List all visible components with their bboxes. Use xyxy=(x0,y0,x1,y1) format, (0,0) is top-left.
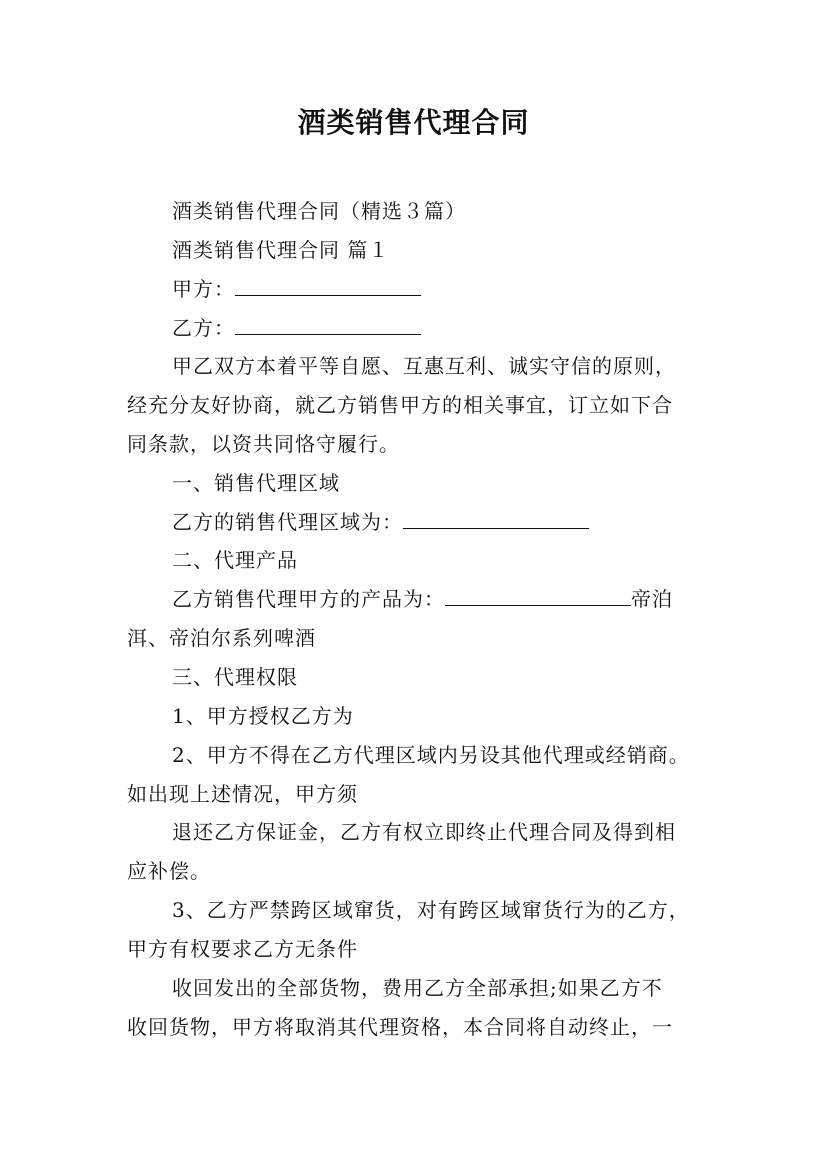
item-2-line-1: 2、甲方不得在乙方代理区域内另设其他代理或经销商。 xyxy=(172,743,690,767)
heading-products: 二、代理产品 xyxy=(172,548,298,572)
document-title: 酒类销售代理合同 xyxy=(297,106,530,139)
sales-area-blank xyxy=(403,510,589,529)
item-1: 1、甲方授权乙方为 xyxy=(172,704,354,728)
party-a-label: 甲方： xyxy=(172,277,235,301)
item-3-line-4: 收回货物，甲方将取消其代理资格，本合同将自动终止，一 xyxy=(127,1015,673,1039)
item-3-line-3: 收回发出的全部货物，费用乙方全部承担;如果乙方不 xyxy=(172,976,663,1000)
party-b-line xyxy=(172,315,421,341)
party-b-label: 乙方： xyxy=(172,316,235,340)
section-title: 酒类销售代理合同 篇１ xyxy=(172,238,390,262)
party-a-blank xyxy=(235,277,421,296)
products-label: 乙方销售代理甲方的产品为： xyxy=(172,587,445,611)
item-3-line-2: 甲方有权要求乙方无条件 xyxy=(127,937,358,961)
item-2-line-4: 应补偿。 xyxy=(127,859,211,883)
item-2-line-2: 如出现上述情况，甲方须 xyxy=(127,782,358,806)
item-2-line-3: 退还乙方保证金，乙方有权立即终止代理合同及得到相 xyxy=(172,820,676,844)
sales-area-line xyxy=(172,509,589,535)
heading-authority: 三、代理权限 xyxy=(172,665,298,689)
heading-sales-area: 一、销售代理区域 xyxy=(172,471,340,495)
party-b-blank xyxy=(235,316,421,335)
party-a-line xyxy=(172,276,421,302)
intro-line-1: 甲乙双方本着平等自愿、互惠互利、诚实守信的原则， xyxy=(172,354,676,378)
products-tail: 帝泊 xyxy=(631,587,673,611)
item-3-line-1: 3、乙方严禁跨区域窜货，对有跨区域窜货行为的乙方， xyxy=(172,898,690,922)
subtitle: 酒类销售代理合同（精选３篇） xyxy=(172,199,466,223)
products-line-2: 洱、帝泊尔系列啤酒 xyxy=(127,626,316,650)
sales-area-label: 乙方的销售代理区域为： xyxy=(172,510,403,534)
intro-line-2: 经充分友好协商，就乙方销售甲方的相关事宜，订立如下合 xyxy=(127,393,673,417)
intro-line-3: 同条款，以资共同恪守履行。 xyxy=(127,432,400,456)
products-line-1 xyxy=(172,586,673,612)
products-blank xyxy=(445,587,631,606)
